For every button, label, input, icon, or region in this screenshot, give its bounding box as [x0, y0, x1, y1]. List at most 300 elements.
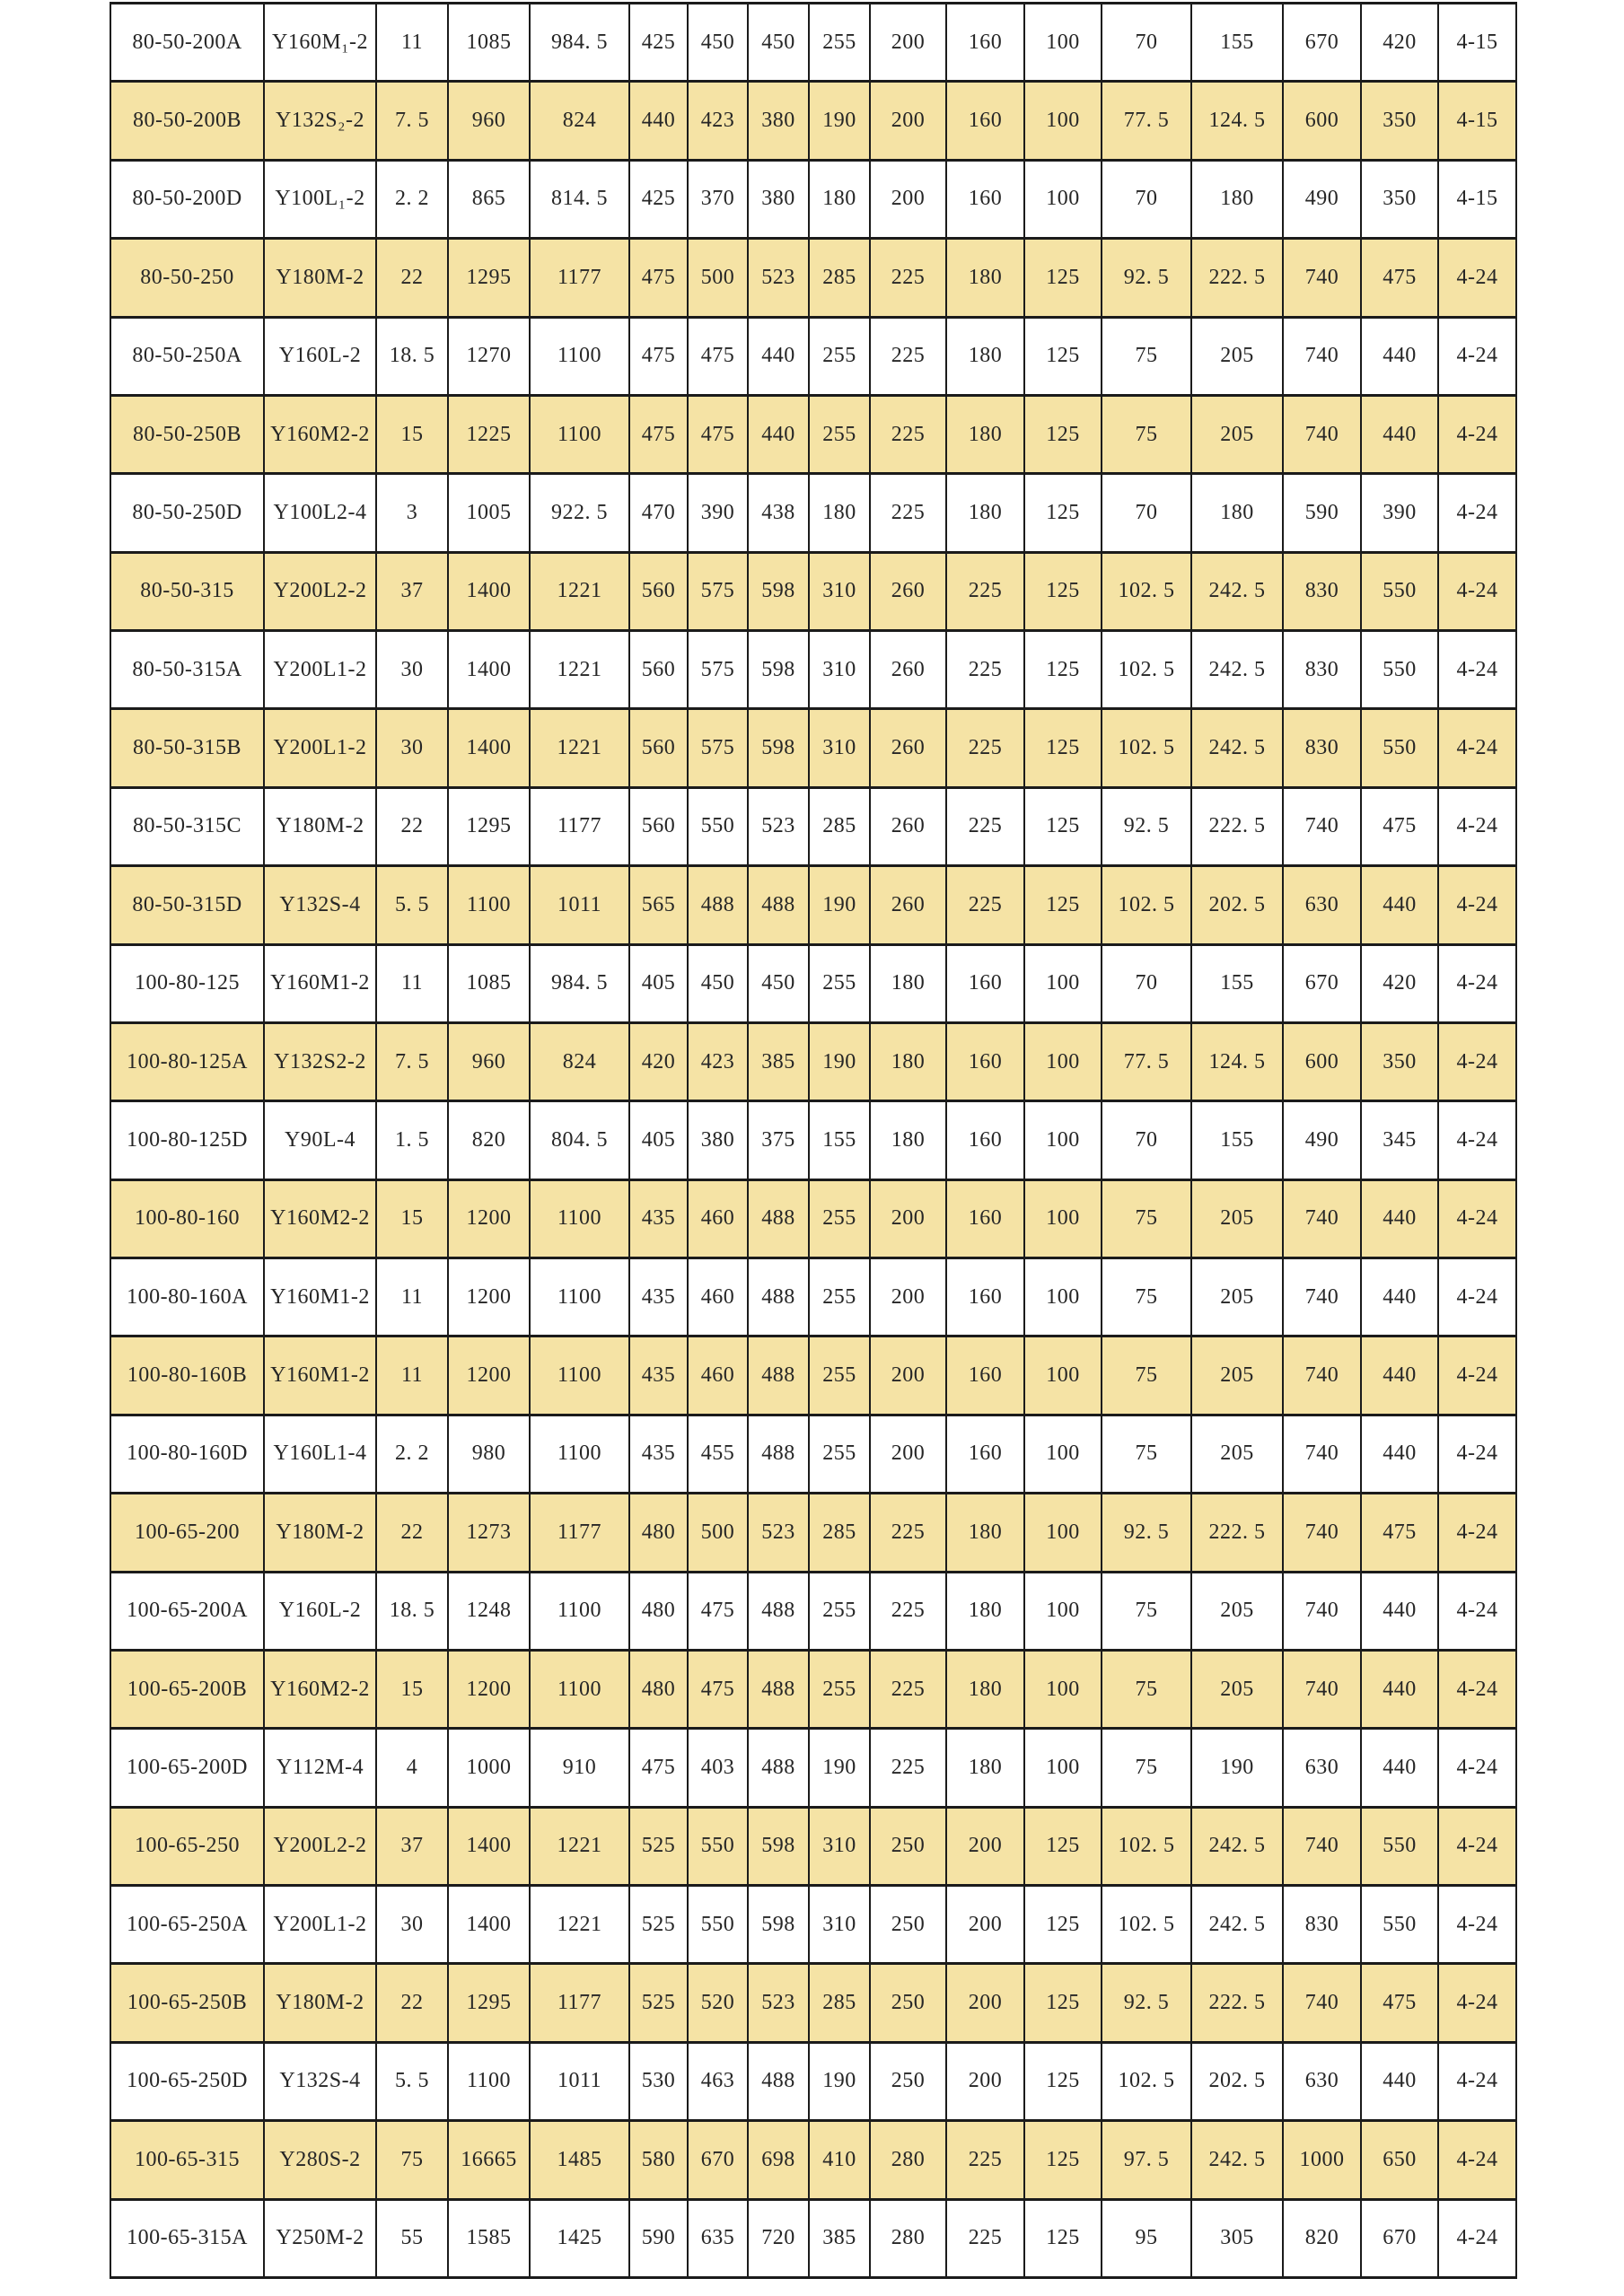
table-cell: 18. 5 [376, 317, 448, 395]
table-cell: 205 [1191, 1650, 1283, 1728]
table-cell: 155 [1191, 4, 1283, 82]
table-row [110, 709, 1516, 787]
table-cell: 100-65-250D [110, 2042, 264, 2120]
table-cell: 100-65-200A [110, 1572, 264, 1650]
table-cell: 4-24 [1438, 317, 1516, 395]
table-cell: 1295 [448, 239, 530, 317]
table-cell: 225 [946, 631, 1024, 709]
table-cell: 22 [376, 787, 448, 865]
table-cell: 125 [1024, 474, 1102, 552]
table-cell: 440 [1361, 1572, 1438, 1650]
table-cell: 200 [870, 1179, 946, 1258]
table-cell: 1295 [448, 787, 530, 865]
table-cell: 475 [688, 1650, 748, 1728]
table-cell: 80-50-250A [110, 317, 264, 395]
table-cell: Y160M2-2 [264, 1650, 376, 1728]
table-cell: 160 [946, 1415, 1024, 1493]
table-cell: 202. 5 [1191, 866, 1283, 944]
table-cell: Y112M-4 [264, 1729, 376, 1807]
table-cell: 475 [688, 317, 748, 395]
table-cell: 1000 [1283, 2121, 1361, 2199]
table-cell: 4-24 [1438, 787, 1516, 865]
table-cell: 450 [688, 4, 748, 82]
table-cell: 242. 5 [1191, 2121, 1283, 2199]
table-cell: 22 [376, 1964, 448, 2042]
table-cell: 125 [1024, 395, 1102, 473]
table-cell: 222. 5 [1191, 1964, 1283, 2042]
table-cell: 4-15 [1438, 160, 1516, 238]
table-cell: 180 [1191, 160, 1283, 238]
table-cell: 450 [688, 944, 748, 1022]
table-cell: 440 [629, 82, 688, 160]
table-cell: 205 [1191, 1258, 1283, 1336]
table-cell: 225 [870, 395, 946, 473]
table-cell: 910 [530, 1729, 629, 1807]
table-cell: 984. 5 [530, 944, 629, 1022]
table-cell: 560 [629, 631, 688, 709]
table-cell: 202. 5 [1191, 2042, 1283, 2120]
table-cell: 242. 5 [1191, 709, 1283, 787]
table-cell: 55 [376, 2199, 448, 2278]
table-cell: 4-24 [1438, 1336, 1516, 1415]
table-row [110, 552, 1516, 630]
table-cell: 80-50-200A [110, 4, 264, 82]
table-cell: 590 [1283, 474, 1361, 552]
table-cell: 200 [946, 2042, 1024, 2120]
table-cell: 180 [946, 395, 1024, 473]
table-cell: 242. 5 [1191, 1807, 1283, 1885]
table-cell: 550 [688, 787, 748, 865]
table-row [110, 1807, 1516, 1885]
table-cell: 200 [946, 1886, 1024, 1964]
table-cell: 160 [946, 82, 1024, 160]
table-cell: 125 [1024, 709, 1102, 787]
table-cell: 77. 5 [1102, 82, 1191, 160]
table-cell: 425 [629, 160, 688, 238]
table-cell: 100-80-160 [110, 1179, 264, 1258]
table-cell: 100 [1024, 1415, 1102, 1493]
table-cell: 4-24 [1438, 1101, 1516, 1179]
table-cell: 15 [376, 395, 448, 473]
table-cell: 75 [1102, 1650, 1191, 1728]
table-cell: 475 [688, 1572, 748, 1650]
table-cell: Y160M2-2 [264, 395, 376, 473]
table-cell: 740 [1283, 1494, 1361, 1572]
table-cell: 100 [1024, 1650, 1102, 1728]
table-cell: 75 [1102, 395, 1191, 473]
table-cell: 222. 5 [1191, 239, 1283, 317]
table-cell: 375 [748, 1101, 809, 1179]
table-cell: 310 [809, 631, 870, 709]
table-cell: 4-24 [1438, 866, 1516, 944]
table-cell: 4-24 [1438, 1964, 1516, 2042]
table-cell: 100 [1024, 1179, 1102, 1258]
table-cell: 488 [748, 1650, 809, 1728]
table-cell: 598 [748, 631, 809, 709]
table-row [110, 944, 1516, 1022]
table-cell: 4-24 [1438, 1650, 1516, 1728]
table-cell: Y160M₁-2 [264, 4, 376, 82]
table-cell: 160 [946, 160, 1024, 238]
table-cell: 70 [1102, 160, 1191, 238]
table-cell: 4-24 [1438, 2042, 1516, 2120]
table-cell: 205 [1191, 1415, 1283, 1493]
table-cell: 385 [748, 1022, 809, 1100]
table-cell: 225 [946, 2199, 1024, 2278]
table-cell: 125 [1024, 787, 1102, 865]
table-cell: 425 [629, 4, 688, 82]
table-cell: 488 [748, 1179, 809, 1258]
table-cell: 523 [748, 239, 809, 317]
table-cell: 463 [688, 2042, 748, 2120]
table-cell: 200 [870, 1336, 946, 1415]
table-cell: 490 [1283, 1101, 1361, 1179]
table-row [110, 82, 1516, 160]
table-cell: 160 [946, 1258, 1024, 1336]
table-cell: 500 [688, 239, 748, 317]
table-cell: 420 [1361, 944, 1438, 1022]
table-cell: 4-24 [1438, 474, 1516, 552]
table-cell: 405 [629, 1101, 688, 1179]
table-cell: 440 [1361, 1415, 1438, 1493]
table-cell: 1100 [530, 395, 629, 473]
table-cell: 370 [688, 160, 748, 238]
table-cell: 550 [688, 1886, 748, 1964]
table-cell: 390 [688, 474, 748, 552]
table-cell: 4-24 [1438, 1807, 1516, 1885]
table-cell: 740 [1283, 1650, 1361, 1728]
table-cell: 830 [1283, 1886, 1361, 1964]
table-row [110, 1886, 1516, 1964]
table-cell: 4-24 [1438, 1886, 1516, 1964]
table-cell: 475 [629, 395, 688, 473]
table-cell: 200 [946, 1807, 1024, 1885]
table-cell: 180 [809, 160, 870, 238]
table-cell: Y160L-2 [264, 317, 376, 395]
table-cell: 100 [1024, 1101, 1102, 1179]
table-cell: 200 [870, 160, 946, 238]
table-cell: 310 [809, 552, 870, 630]
table-cell: 575 [688, 631, 748, 709]
table-cell: 4-24 [1438, 1494, 1516, 1572]
table-cell: 4-24 [1438, 395, 1516, 473]
table-cell: 530 [629, 2042, 688, 2120]
table-cell: 630 [1283, 1729, 1361, 1807]
table-cell: 100 [1024, 4, 1102, 82]
table-cell: 255 [809, 1336, 870, 1415]
table-cell: 435 [629, 1258, 688, 1336]
table-cell: 200 [870, 4, 946, 82]
table-cell: 310 [809, 709, 870, 787]
table-cell: 525 [629, 1886, 688, 1964]
table-cell: 255 [809, 1415, 870, 1493]
table-cell: 440 [748, 317, 809, 395]
table-cell: 4-24 [1438, 2121, 1516, 2199]
table-cell: 740 [1283, 1258, 1361, 1336]
table-cell: 1100 [530, 317, 629, 395]
table-cell: 125 [1024, 552, 1102, 630]
table-cell: 155 [1191, 1101, 1283, 1179]
table-cell: Y90L-4 [264, 1101, 376, 1179]
table-cell: 205 [1191, 317, 1283, 395]
table-row [110, 1650, 1516, 1728]
table-row [110, 2121, 1516, 2199]
table-cell: 565 [629, 866, 688, 944]
table-cell: 255 [809, 1572, 870, 1650]
table-cell: 102. 5 [1102, 866, 1191, 944]
table-cell: 824 [530, 1022, 629, 1100]
table-cell: 740 [1283, 317, 1361, 395]
table-cell: 960 [448, 1022, 530, 1100]
table-cell: 180 [946, 1572, 1024, 1650]
table-cell: 1221 [530, 1886, 629, 1964]
table-cell: Y132S₂-2 [264, 82, 376, 160]
table-cell: 190 [809, 2042, 870, 2120]
table-cell: 95 [1102, 2199, 1191, 2278]
table-cell: 11 [376, 1336, 448, 1415]
table-cell: 125 [1024, 2042, 1102, 2120]
table-cell: 11 [376, 1258, 448, 1336]
table-cell: 180 [946, 317, 1024, 395]
table-cell: 100 [1024, 1729, 1102, 1807]
table-cell: 80-50-200B [110, 82, 264, 160]
table-row [110, 395, 1516, 473]
table-cell: 1425 [530, 2199, 629, 2278]
table-cell: 285 [809, 239, 870, 317]
table-row [110, 866, 1516, 944]
table-cell: 435 [629, 1336, 688, 1415]
table-cell: 125 [1024, 239, 1102, 317]
table-cell: 180 [1191, 474, 1283, 552]
table-cell: 205 [1191, 1572, 1283, 1650]
table-cell: 475 [688, 395, 748, 473]
table-cell: 100 [1024, 160, 1102, 238]
table-cell: 1295 [448, 1964, 530, 2042]
table-cell: 102. 5 [1102, 709, 1191, 787]
table-cell: 100-80-160A [110, 1258, 264, 1336]
table-cell: 225 [946, 709, 1024, 787]
table-row [110, 1572, 1516, 1650]
table-cell: 475 [1361, 787, 1438, 865]
table-cell: 102. 5 [1102, 1807, 1191, 1885]
table-cell: 180 [946, 239, 1024, 317]
table-cell: 125 [1024, 631, 1102, 709]
table-cell: 225 [870, 1572, 946, 1650]
table-cell: 80-50-315 [110, 552, 264, 630]
table-cell: 180 [946, 474, 1024, 552]
table-cell: 520 [688, 1964, 748, 2042]
table-cell: 440 [1361, 1729, 1438, 1807]
table-cell: 100-65-250A [110, 1886, 264, 1964]
table-cell: 70 [1102, 474, 1191, 552]
table-cell: 37 [376, 552, 448, 630]
table-cell: 80-50-250 [110, 239, 264, 317]
table-cell: 670 [688, 2121, 748, 2199]
table-cell: 440 [1361, 317, 1438, 395]
table-row [110, 787, 1516, 865]
table-cell: 100 [1024, 82, 1102, 160]
table-cell: 1225 [448, 395, 530, 473]
table-cell: 280 [870, 2199, 946, 2278]
table-cell: 100 [1024, 944, 1102, 1022]
table-cell: 225 [946, 787, 1024, 865]
table-cell: 100-65-200B [110, 1650, 264, 1728]
table-cell: 255 [809, 944, 870, 1022]
table-row [110, 1179, 1516, 1258]
table-cell: Y160M1-2 [264, 1336, 376, 1415]
table-cell: 100 [1024, 1022, 1102, 1100]
table-cell: 475 [1361, 239, 1438, 317]
table-cell: 4-24 [1438, 631, 1516, 709]
table-cell: 18. 5 [376, 1572, 448, 1650]
table-cell: 598 [748, 552, 809, 630]
table-cell: 160 [946, 1022, 1024, 1100]
table-cell: 11 [376, 4, 448, 82]
table-cell: 190 [809, 866, 870, 944]
table-cell: 740 [1283, 1572, 1361, 1650]
table-row [110, 4, 1516, 82]
table-cell: 475 [629, 1729, 688, 1807]
table-cell: 255 [809, 4, 870, 82]
table-cell: Y160M1-2 [264, 1258, 376, 1336]
table-cell: 102. 5 [1102, 2042, 1191, 2120]
table-cell: 1177 [530, 239, 629, 317]
table-cell: 205 [1191, 1179, 1283, 1258]
table-cell: 255 [809, 1258, 870, 1336]
table-cell: 200 [870, 82, 946, 160]
table-row [110, 239, 1516, 317]
table-cell: 7. 5 [376, 82, 448, 160]
table-cell: Y200L1-2 [264, 709, 376, 787]
table-cell: 190 [809, 1022, 870, 1100]
table-cell: 125 [1024, 1886, 1102, 1964]
table-cell: 523 [748, 1494, 809, 1572]
table-cell: 70 [1102, 944, 1191, 1022]
table-cell: 440 [1361, 2042, 1438, 2120]
table-cell: 102. 5 [1102, 1886, 1191, 1964]
table-cell: 1273 [448, 1494, 530, 1572]
table-cell: 423 [688, 1022, 748, 1100]
table-cell: 125 [1024, 2199, 1102, 2278]
table-cell: 225 [870, 239, 946, 317]
table-cell: 260 [870, 631, 946, 709]
table-cell: 830 [1283, 552, 1361, 630]
table-cell: 488 [748, 1258, 809, 1336]
table-cell: 190 [809, 1729, 870, 1807]
table-cell: 180 [870, 944, 946, 1022]
table-cell: 100-65-250B [110, 1964, 264, 2042]
table-cell: Y100L2-4 [264, 474, 376, 552]
table-cell: 550 [1361, 552, 1438, 630]
table-cell: 305 [1191, 2199, 1283, 2278]
table-cell: 7. 5 [376, 1022, 448, 1100]
table-cell: 4-24 [1438, 239, 1516, 317]
table-cell: 1221 [530, 631, 629, 709]
table-cell: 205 [1191, 395, 1283, 473]
table-cell: 225 [870, 317, 946, 395]
table-cell: 380 [688, 1101, 748, 1179]
table-cell: 100-80-125D [110, 1101, 264, 1179]
table-cell: 1585 [448, 2199, 530, 2278]
table-cell: 180 [870, 1101, 946, 1179]
table-cell: 525 [629, 1964, 688, 2042]
table-cell: Y200L2-2 [264, 1807, 376, 1885]
table-cell: 285 [809, 1964, 870, 2042]
table-cell: 575 [688, 552, 748, 630]
table-cell: 125 [1024, 1807, 1102, 1885]
table-cell: 440 [748, 395, 809, 473]
table-cell: 1100 [530, 1336, 629, 1415]
table-cell: 242. 5 [1191, 552, 1283, 630]
table-cell: 225 [946, 866, 1024, 944]
table-cell: 488 [748, 2042, 809, 2120]
table-cell: 225 [870, 1729, 946, 1807]
table-cell: 488 [748, 1415, 809, 1493]
table-cell: 1485 [530, 2121, 629, 2199]
table-cell: 285 [809, 1494, 870, 1572]
table-cell: 740 [1283, 1336, 1361, 1415]
table-cell: 1400 [448, 552, 530, 630]
table-cell: 385 [809, 2199, 870, 2278]
table-cell: 92. 5 [1102, 1494, 1191, 1572]
table-cell: 4-24 [1438, 1022, 1516, 1100]
table-cell: 100-65-315A [110, 2199, 264, 2278]
table-cell: Y200L1-2 [264, 631, 376, 709]
table-cell: 80-50-315C [110, 787, 264, 865]
table-cell: 345 [1361, 1101, 1438, 1179]
table-cell: 1100 [448, 2042, 530, 2120]
table-cell: 160 [946, 4, 1024, 82]
table-cell: 80-50-250B [110, 395, 264, 473]
table-cell: 280 [870, 2121, 946, 2199]
table-cell: 2. 2 [376, 160, 448, 238]
table-cell: 440 [1361, 395, 1438, 473]
table-cell: 1177 [530, 1964, 629, 2042]
table-cell: 92. 5 [1102, 787, 1191, 865]
table-cell: 1085 [448, 4, 530, 82]
table-cell: 222. 5 [1191, 1494, 1283, 1572]
table-cell: 97. 5 [1102, 2121, 1191, 2199]
table-cell: 225 [870, 474, 946, 552]
table-cell: 75 [1102, 1572, 1191, 1650]
table-row [110, 1415, 1516, 1493]
table-cell: 160 [946, 1179, 1024, 1258]
table-cell: 1248 [448, 1572, 530, 1650]
table-cell: 30 [376, 631, 448, 709]
table-cell: 310 [809, 1886, 870, 1964]
table-cell: 5. 5 [376, 2042, 448, 2120]
table-cell: 804. 5 [530, 1101, 629, 1179]
table-cell: 475 [1361, 1494, 1438, 1572]
table-cell: Y160M2-2 [264, 1179, 376, 1258]
table-cell: 160 [946, 1336, 1024, 1415]
table-cell: 75 [1102, 1415, 1191, 1493]
table-cell: 1270 [448, 317, 530, 395]
table-cell: 80-50-315A [110, 631, 264, 709]
table-cell: 310 [809, 1807, 870, 1885]
table-cell: 550 [1361, 1886, 1438, 1964]
table-cell: 102. 5 [1102, 631, 1191, 709]
table-cell: 435 [629, 1415, 688, 1493]
table-cell: Y132S-4 [264, 866, 376, 944]
table-cell: 490 [1283, 160, 1361, 238]
table-cell: 488 [688, 866, 748, 944]
table-cell: 1005 [448, 474, 530, 552]
table-cell: 980 [448, 1415, 530, 1493]
table-row [110, 2199, 1516, 2278]
table-cell: 4-24 [1438, 1572, 1516, 1650]
table-cell: 560 [629, 787, 688, 865]
